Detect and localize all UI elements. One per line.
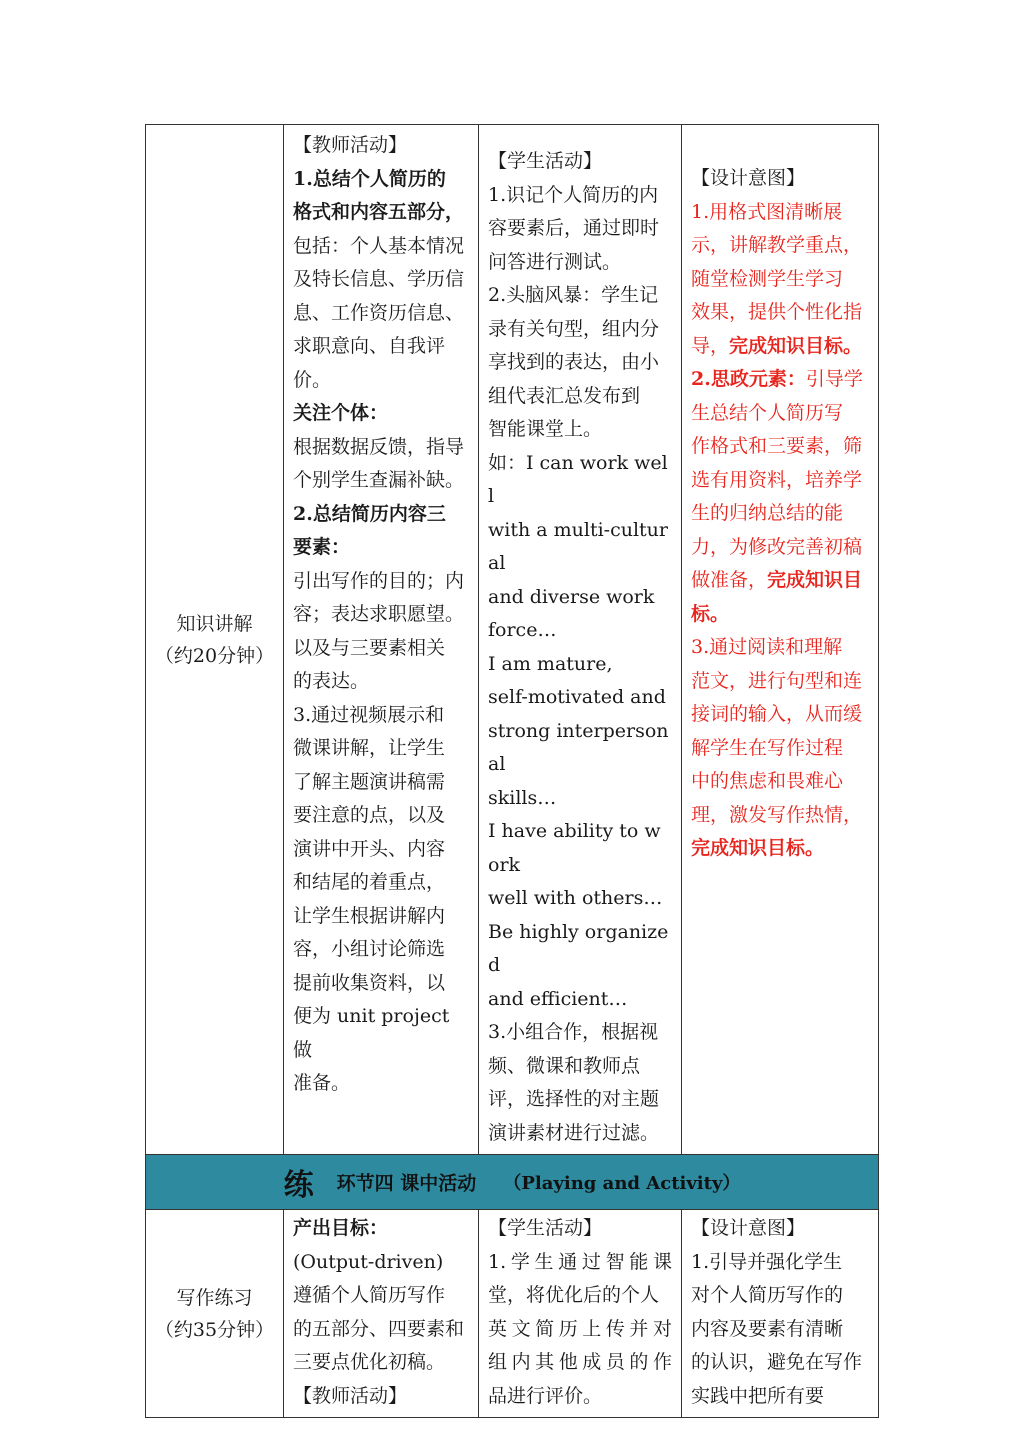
design-line	[691, 330, 869, 364]
teacher-line: 和结尾的着重点，	[293, 871, 446, 893]
section-band-english: （Playing and Activity）	[503, 1173, 741, 1194]
example-line: well with others…	[488, 887, 663, 909]
teacher-line: 微课讲解，让学生	[293, 737, 446, 759]
design-text: 做准备，	[691, 569, 768, 591]
design-line: 内容及要素有清晰	[691, 1317, 844, 1340]
design-line: 对个人简历写作的	[691, 1284, 844, 1306]
stage-cell	[146, 125, 284, 1155]
section-band-cell	[146, 1155, 879, 1210]
objective-text: 完成知识目标。	[691, 837, 825, 859]
teacher-line: (Output-driven)	[293, 1250, 444, 1273]
section-band-character: 练	[283, 1168, 314, 1203]
teacher-line: 求职意向、自我评	[293, 335, 446, 357]
design-line: 理，激发写作热情，	[691, 803, 863, 826]
design-line: 1.用格式图清晰展	[691, 200, 843, 223]
student-line: 3.小组合作，根据视	[488, 1021, 659, 1043]
ideology-label: 2.思政元素：	[691, 368, 806, 390]
design-intent-cell	[682, 125, 879, 1155]
student-line: 2.头脑风暴：学生记	[488, 284, 659, 306]
teacher-focus-heading: 关注个体：	[293, 402, 389, 424]
design-line: 的认识，避免在写作	[691, 1351, 863, 1373]
design-line: 1.引导并强化学生	[691, 1250, 843, 1273]
table-row	[146, 1210, 879, 1418]
design-line: 接词的输入，从而缓	[691, 703, 863, 725]
teacher-line: 便为 unit project 做	[293, 1005, 450, 1061]
example-line: and efficient…	[488, 987, 628, 1010]
student-line: 1.识记个人简历的内	[488, 183, 659, 206]
student-line: 1.学生通过智能课	[488, 1250, 672, 1273]
student-line: 问答进行测试。	[488, 250, 622, 273]
teacher-line: 1.总结个人简历的	[293, 167, 446, 190]
student-line: 频、微课和教师点	[488, 1054, 641, 1077]
stage-duration: （约35分钟）	[154, 1318, 275, 1341]
teacher-line: 的五部分、四要素和	[293, 1317, 465, 1340]
student-line: 英文简历上传并对	[488, 1317, 672, 1340]
objective-text: 完成知识目标。	[729, 334, 863, 357]
example-line: I am mature,	[488, 652, 613, 675]
design-line: 力，为修改完善初稿	[691, 535, 863, 558]
teacher-line: 要素：	[293, 536, 351, 558]
teacher-activity-cell	[284, 1210, 479, 1418]
example-line: skills…	[488, 786, 557, 809]
design-line: 解学生在写作过程	[691, 736, 844, 759]
example-line: 如：I can work well	[488, 451, 668, 507]
example-line: force…	[488, 619, 557, 641]
teacher-line: 让学生根据讲解内	[293, 904, 446, 927]
teacher-line: 引出写作的目的；内	[293, 569, 465, 592]
design-text: 引导学	[805, 368, 863, 390]
example-line: Be highly organized	[488, 920, 669, 976]
teacher-line: 三要点优化初稿。	[293, 1351, 446, 1373]
section-band-title: 环节四 课中活动	[336, 1172, 477, 1195]
teacher-line: 演讲中开头、内容	[293, 837, 446, 860]
teacher-line: 以及与三要素相关	[293, 636, 446, 659]
stage-name: 写作练习	[176, 1286, 253, 1309]
section-band	[146, 1155, 879, 1210]
design-line: 生的归纳总结的能	[691, 502, 844, 524]
teacher-line: 包括：个人基本情况	[293, 234, 465, 257]
student-line: 品进行评价。	[488, 1384, 603, 1407]
teacher-line: 准备。	[293, 1072, 351, 1094]
stage-duration: （约20分钟）	[154, 644, 275, 667]
student-line: 组代表汇总发布到	[488, 384, 641, 407]
objective-text: 标。	[691, 602, 730, 625]
design-heading: 【设计意图】	[691, 167, 806, 189]
student-line: 享找到的表达，由小	[488, 351, 660, 373]
teacher-line: 及特长信息、学历信	[293, 268, 465, 290]
design-line: 中的焦虑和畏难心	[691, 770, 844, 792]
design-heading: 【设计意图】	[691, 1217, 806, 1239]
teacher-line: 价。	[293, 368, 332, 391]
teacher-line: 提前收集资料，以	[293, 971, 446, 994]
design-line	[691, 564, 869, 598]
teacher-line: 2.总结简历内容三	[293, 502, 446, 525]
student-line: 录有关句型，组内分	[488, 317, 660, 340]
example-line: and diverse work	[488, 585, 655, 608]
example-line: self-motivated and	[488, 686, 666, 708]
student-line: 堂，将优化后的个人	[488, 1284, 660, 1306]
teacher-line: 遵循个人简历写作	[293, 1284, 446, 1306]
student-activity-cell	[479, 125, 682, 1155]
teacher-heading: 【教师活动】	[293, 1384, 408, 1407]
student-line: 演讲素材进行过滤。	[488, 1121, 660, 1144]
teacher-activity-cell	[284, 125, 479, 1155]
design-line: 范文，进行句型和连	[691, 669, 863, 692]
student-heading: 【学生活动】	[488, 150, 603, 172]
teacher-line: 的表达。	[293, 670, 370, 692]
student-line: 评，选择性的对主题	[488, 1088, 660, 1110]
student-heading: 【学生活动】	[488, 1217, 603, 1239]
teacher-line: 要注意的点，以及	[293, 804, 446, 826]
design-line: 作格式和三要素，筛	[691, 435, 863, 457]
student-line: 组内其他成员的作	[488, 1351, 672, 1373]
stage-cell	[146, 1210, 284, 1418]
teacher-line: 了解主题演讲稿需	[293, 770, 446, 793]
design-line: 随堂检测学生学习	[691, 267, 844, 290]
design-line: 示，讲解教学重点，	[691, 234, 863, 256]
example-line: I have ability to work	[488, 820, 661, 876]
teacher-line: 格式和内容五部分，	[293, 201, 465, 223]
design-line: 3.通过阅读和理解	[691, 636, 843, 658]
design-line: 效果，提供个性化指	[691, 301, 863, 323]
design-line	[691, 363, 869, 397]
teacher-line: 3.通过视频展示和	[293, 703, 445, 726]
design-line: 生总结个人简历写	[691, 401, 844, 424]
teacher-heading: 【教师活动】	[293, 134, 408, 156]
lesson-plan-table	[145, 124, 879, 1418]
example-line: strong interpersonal	[488, 719, 669, 775]
student-line: 智能课堂上。	[488, 418, 603, 440]
table-row	[146, 125, 879, 1155]
teacher-line: 根据数据反馈，指导	[293, 435, 465, 458]
student-activity-cell	[479, 1210, 682, 1418]
example-line: with a multi-cultural	[488, 518, 668, 574]
teacher-line: 容，小组讨论筛选	[293, 938, 446, 960]
student-line: 容要素后，通过即时	[488, 217, 660, 239]
design-text: 导，	[691, 334, 730, 357]
teacher-line: 个别学生查漏补缺。	[293, 469, 465, 491]
stage-name: 知识讲解	[176, 612, 253, 635]
design-intent-cell	[682, 1210, 879, 1418]
teacher-line: 息、工作资历信息、	[293, 301, 465, 324]
teacher-line: 容；表达求职愿望。	[293, 603, 465, 625]
output-goal-label: 产出目标：	[293, 1217, 389, 1239]
design-line: 选有用资料，培养学	[691, 468, 863, 491]
design-line: 实践中把所有要	[691, 1384, 825, 1407]
objective-text: 完成知识目	[767, 569, 863, 591]
